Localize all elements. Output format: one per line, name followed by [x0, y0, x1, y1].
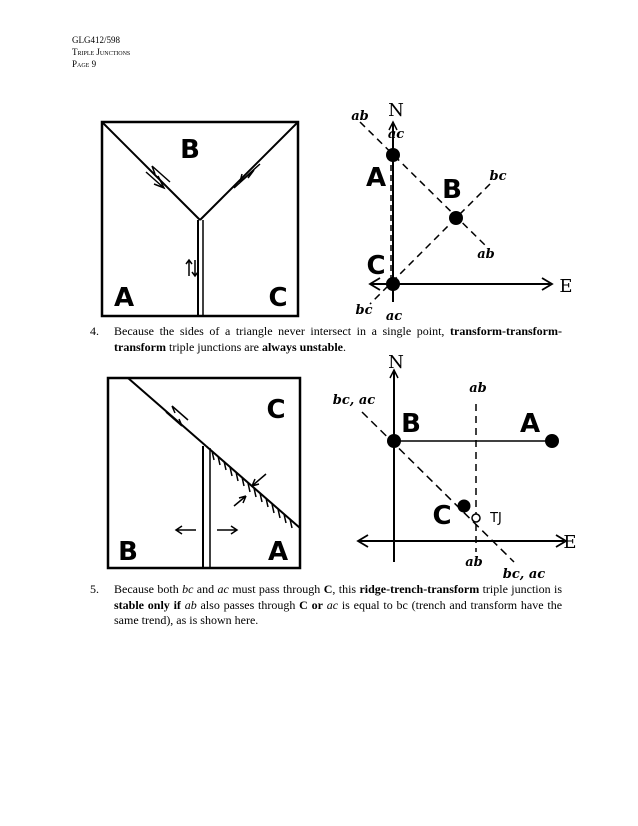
point-label-a: A	[365, 163, 387, 193]
plate-label-c: C	[268, 283, 288, 313]
point-c	[386, 277, 400, 291]
item-text: Because the sides of a triangle never intersect in a single point, transform-transform-transform triple junctions are always unstable.	[114, 324, 562, 354]
line-label-ab-right: ab	[477, 247, 495, 262]
plate-label-c: C	[266, 395, 286, 425]
point-label-tj: TJ	[490, 511, 502, 526]
point-label-c: C	[432, 501, 452, 531]
line-label-ab-top: ab	[351, 109, 369, 124]
point-c	[458, 500, 471, 513]
triple-junction-point	[472, 514, 480, 522]
trench-teeth	[212, 451, 292, 528]
item-number: 5.	[90, 582, 99, 596]
shear-arrows-ac	[186, 260, 198, 276]
axis-label-n: N	[388, 100, 404, 121]
axis-label-e: E	[563, 532, 577, 553]
line-label-bc-right: bc	[489, 169, 507, 184]
plate-label-b: B	[118, 537, 138, 567]
shear-arrows-transform	[166, 406, 188, 426]
point-label-a: A	[519, 409, 541, 439]
point-label-c: C	[366, 251, 386, 281]
point-label-b: B	[401, 409, 421, 439]
spreading-arrows	[176, 526, 237, 534]
item-text: Because both bc and ac must pass through C, this ridge-trench-transform triple junction is stable only if ab also passes through C or ac is equal to bc (trench and transform have the same trend), as is shown here.	[114, 582, 563, 627]
axis-label-e: E	[559, 276, 573, 297]
axis-label-n: N	[388, 352, 404, 373]
figure1-velocity-diagram	[340, 98, 580, 324]
paragraph-item-5	[92, 582, 562, 629]
page-header	[72, 34, 130, 70]
line-label-bcac-bottom: bc, ac	[502, 567, 546, 582]
line-label-ab-bottom: ab	[465, 555, 483, 570]
item-number: 4.	[90, 324, 99, 338]
point-b	[387, 434, 401, 448]
figure2-velocity-diagram	[324, 352, 580, 586]
topic-title: Triple Junctions	[72, 47, 131, 57]
line-label-bc-bottom: bc	[355, 303, 373, 318]
boundary-bc	[200, 122, 298, 220]
plate-label-a: A	[113, 283, 135, 313]
point-b	[449, 211, 463, 225]
shear-arrows-bc	[234, 164, 260, 188]
figure1-left-diagram	[100, 120, 300, 318]
plate-label-a: A	[267, 537, 289, 567]
point-label-b: B	[442, 175, 462, 205]
point-a	[386, 148, 400, 162]
point-a	[545, 434, 559, 448]
line-label-bcac-top: bc, ac	[332, 393, 376, 408]
page-number: Page 9	[72, 59, 97, 69]
line-bcac-dashed	[362, 412, 514, 562]
figure2-left-diagram	[106, 376, 302, 570]
line-label-ab-top: ab	[469, 381, 487, 396]
line-label-ac-bottom: ac	[385, 309, 403, 324]
paragraph-item-4	[92, 324, 562, 355]
course-code: GLG412/598	[72, 35, 120, 45]
plate-label-b: B	[180, 135, 200, 165]
line-label-ac-top: ac	[387, 127, 405, 142]
trench-boundary	[206, 446, 300, 528]
